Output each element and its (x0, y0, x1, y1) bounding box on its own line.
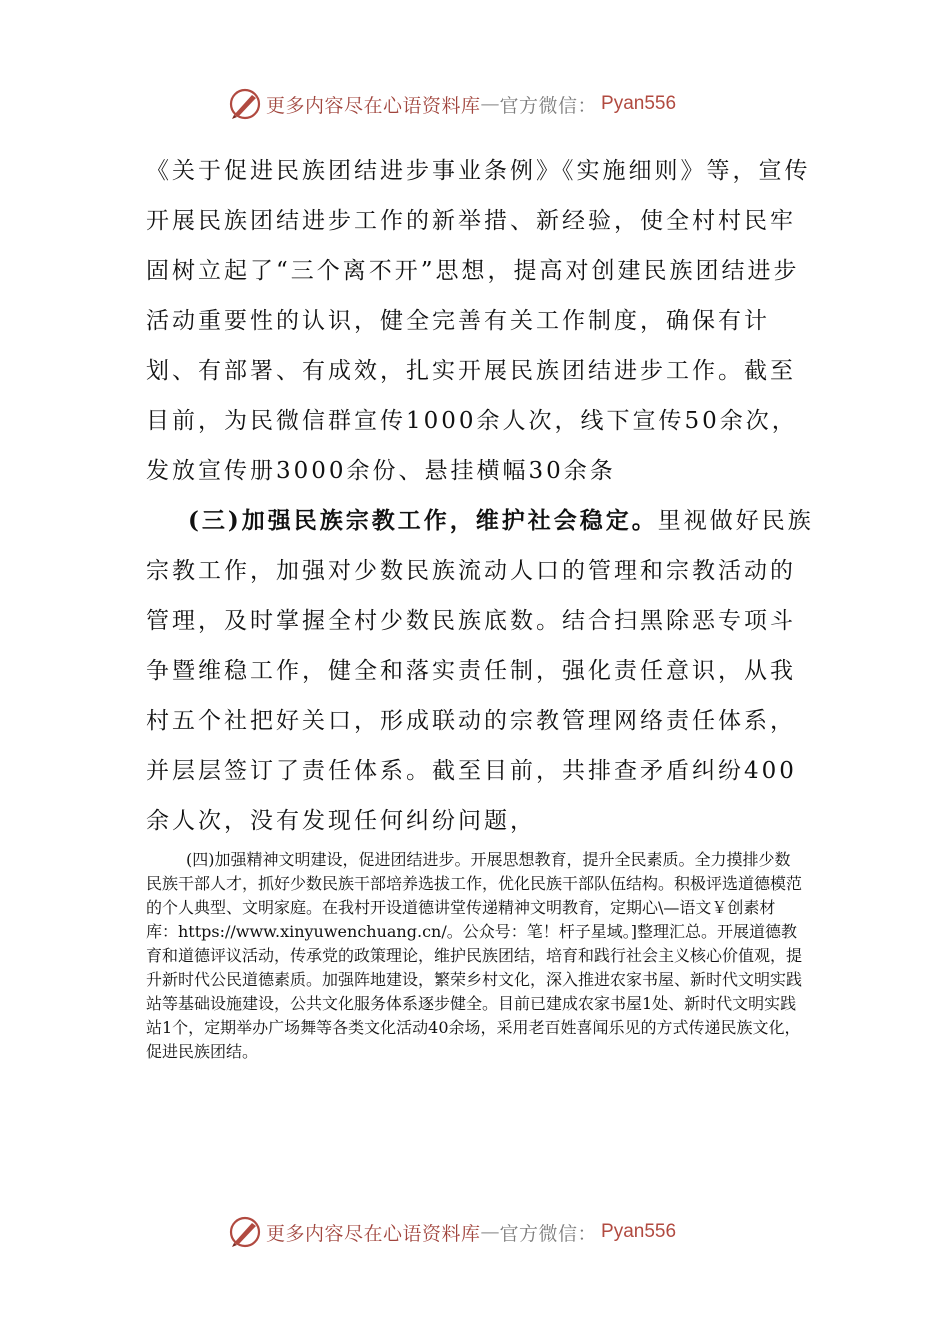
footer-dash: — (480, 1221, 500, 1243)
footer-contact-label: 官方微信： (499, 1222, 598, 1245)
header-contact-label: 官方微信： (499, 94, 598, 117)
document-body-large (146, 146, 816, 846)
paragraph-2-text: 里视做好民族宗教工作，加强对少数民族流动人口的管理和宗教活动的管理，及时掌握全村少数民族底数。结合扫黑除恶专项斗争暨维稳工作，健全和落实责任制，强化责任意识，从我村五个社把好关口，形成联动的宗教管理网络责任体系，并层层签订了责任体系。截至目前，共排查矛盾纠纷400余人次，没有发现任何纠纷问题， (146, 508, 814, 834)
paragraph-1: 《关于促进民族团结进步事业条例》《实施细则》等，宣传开展民族团结进步工作的新举措、新经验，使全村村民牢固树立起了“三个离不开”思想，提高对创建民族团结进步活动重要性的认识，健全完善有关工作制度，确保有计划、有部署、有成效，扎实开展民族团结进步工作。截至目前，为民微信群宣传1000余人次，线下宣传50余次，发放宣传册3000余份、悬挂横幅30余条 (146, 158, 811, 484)
paragraph-3: (四)加强精神文明建设，促进团结进步。开展思想教育，提升全民素质。全力摸排少数民族干部人才，抓好少数民族干部培养选拔工作，优化民族干部队伍结构。积极评选道德模范的个人典型、文明家庭。在我村开设道德讲堂传递精神文明教育，定期心\—语文￥创素材库：https://www.xinyuwenchuang.cn/。公众号：笔！杆子星域。]整理汇总。开展道德教育和道德评议活动，传承党的政策理论，维护民族团结，培育和践行社会主义核心价值观，提升新时代公民道德素质。加强阵地建设，繁荣乡村文化，深入推进农家书屋、新时代文明实践站等基础设施建设，公共文化服务体系逐步健全。目前已建成农家书屋1处、新时代文明实践站1个，定期举办广场舞等各类文化活动40余场，采用老百姓喜闻乐见的方式传递民族文化，促进民族团结。 (146, 850, 803, 1061)
header-wechat-id: Pyan556 (601, 93, 677, 114)
pen-logo-icon (228, 1215, 262, 1249)
footer-site-name: 更多内容尽在心语资料库 (266, 1222, 481, 1245)
document-body-small (146, 848, 806, 1064)
header-watermark-banner (0, 82, 950, 126)
header-dash: — (480, 93, 500, 115)
footer-watermark-banner (0, 1210, 950, 1254)
footer-wechat-id: Pyan556 (601, 1221, 677, 1242)
paragraph-2 (146, 496, 816, 846)
header-site-name: 更多内容尽在心语资料库 (266, 94, 481, 117)
pen-logo-icon (228, 87, 262, 121)
paragraph-2-heading: (三)加强民族宗教工作，维护社会稳定。 (188, 507, 658, 534)
